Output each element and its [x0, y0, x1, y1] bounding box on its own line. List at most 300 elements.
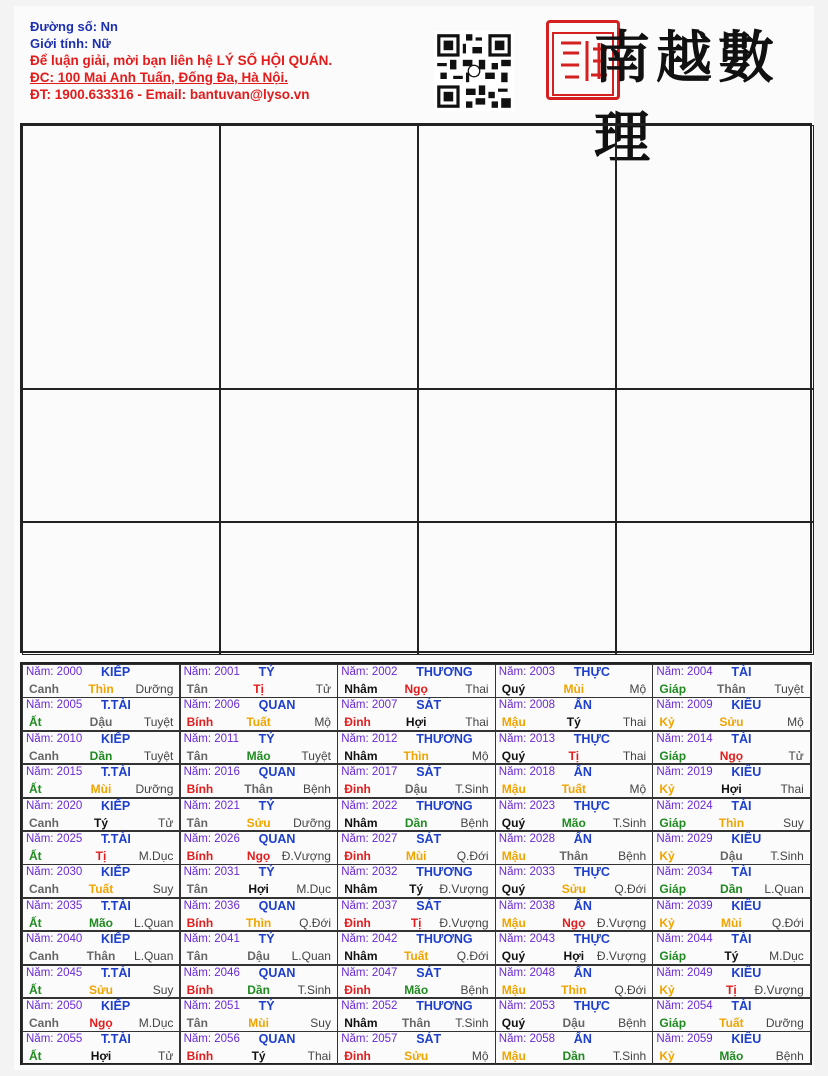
year-label: Năm: 2024 [656, 799, 713, 812]
year-label: Năm: 2017 [341, 766, 398, 779]
year-phase: Đ.Vượng [596, 949, 647, 964]
year-label: Năm: 2014 [656, 732, 713, 745]
year-ten-god: KIẾP [101, 665, 131, 679]
year-branch: Hợi [248, 882, 269, 897]
year-stem: Canh [29, 1016, 59, 1030]
year-cell-2049 [652, 965, 810, 999]
year-branch: Hợi [721, 782, 742, 797]
year-ten-god: SÁT [416, 765, 442, 780]
year-stem: Mậu [501, 915, 526, 930]
year-ten-god: THỰC [573, 865, 610, 880]
year-phase: Tuyệt [143, 748, 174, 763]
year-ten-god: KIẾP [101, 731, 131, 746]
year-cell-2015 [22, 764, 180, 798]
year-stem: Giáp [659, 882, 687, 897]
year-ten-god: THƯƠNG [416, 665, 473, 679]
year-stem: Bính [186, 782, 214, 797]
year-stem: Kỷ [659, 782, 675, 797]
year-label: Năm: 2037 [341, 899, 398, 912]
year-branch: Mão [89, 915, 113, 930]
contact-line: Để luận giải, mời bạn liên hệ LÝ SỐ HỘI QUÁN. [30, 53, 333, 68]
year-ten-god: ẤN [573, 832, 592, 846]
year-cell-2031 [180, 864, 338, 898]
year-branch: Sửu [404, 1049, 429, 1064]
year-cell-2022 [337, 798, 495, 832]
year-ten-god: QUAN [258, 1032, 296, 1047]
year-ten-god: SÁT [416, 698, 442, 713]
year-label: Năm: 2025 [26, 833, 83, 845]
pillar-cell-4 [616, 125, 814, 389]
year-label: Năm: 2015 [26, 766, 83, 779]
year-phase: Đ.Vượng [281, 849, 331, 863]
year-stem: Canh [29, 815, 59, 830]
year-phase: Q.Đới [614, 982, 647, 997]
year-cell-2019 [652, 764, 810, 798]
year-cell-2058 [495, 1031, 653, 1065]
year-phase: Q.Đới [456, 849, 489, 863]
year-phase: Bệnh [460, 815, 489, 830]
year-branch: Hợi [563, 949, 585, 964]
year-label: Năm: 2034 [656, 866, 713, 879]
year-phase: Suy [310, 1016, 331, 1030]
year-phase: Tuyệt [143, 715, 174, 730]
dai-van-cell-1 [22, 389, 220, 522]
dai-van-cell-3 [418, 389, 616, 522]
year-ten-god: KIÊU [731, 832, 762, 846]
year-label: Năm: 2019 [656, 766, 713, 779]
year-phase: Q.Đới [456, 949, 489, 964]
header-info [30, 18, 332, 103]
year-stem: Quý [501, 682, 526, 696]
year-ten-god: THỰC [573, 932, 610, 947]
year-branch: Dần [720, 882, 743, 897]
year-cell-2052 [337, 998, 495, 1032]
year-branch: Mùi [563, 682, 585, 696]
year-phase: M.Dục [138, 849, 174, 863]
year-ten-god: THỰC [573, 731, 610, 746]
year-ten-god: TỶ [258, 932, 275, 947]
year-cell-2011 [180, 731, 338, 765]
year-cell-2021 [180, 798, 338, 832]
year-stem: Quý [501, 949, 526, 964]
year-stem: Bính [186, 982, 214, 997]
year-cell-2020 [22, 798, 180, 832]
year-stem: Kỷ [659, 982, 675, 997]
year-label: Năm: 2005 [26, 699, 83, 712]
year-branch: Tý [251, 1049, 266, 1064]
year-branch: Thân [244, 782, 273, 797]
year-branch: Mão [561, 815, 586, 830]
year-stem: Canh [29, 882, 59, 897]
year-branch: Dậu [89, 715, 113, 730]
year-ten-god: KIÊU [731, 898, 762, 913]
year-phase: Q.Đới [614, 882, 647, 897]
year-stem: Tân [186, 1016, 208, 1030]
year-label: Năm: 2035 [26, 899, 83, 912]
year-branch: Sửu [719, 715, 744, 730]
year-cell-2012 [337, 731, 495, 765]
year-phase: Thai [465, 682, 489, 696]
year-label: Năm: 2042 [341, 933, 398, 946]
year-phase: Dưỡng [765, 1016, 804, 1030]
year-branch: Tý [93, 815, 108, 830]
year-branch: Thân [559, 849, 589, 863]
year-ten-god: TỶ [258, 731, 275, 746]
year-cell-2040 [22, 931, 180, 965]
year-stem: Ất [29, 1049, 42, 1064]
year-stem: Quý [501, 882, 526, 897]
year-cell-2000 [22, 664, 180, 698]
year-cell-2039 [652, 898, 810, 932]
year-cell-2037 [337, 898, 495, 932]
year-stem: Nhâm [344, 815, 378, 830]
year-phase: T.Sinh [297, 982, 331, 997]
year-cell-2010 [22, 731, 180, 765]
year-cell-2029 [652, 831, 810, 865]
year-cell-2016 [180, 764, 338, 798]
year-phase: Q.Đới [299, 915, 331, 930]
name-line: Đường số: Nn [30, 19, 118, 34]
year-stem: Ất [29, 782, 42, 797]
year-branch: Ngọ [719, 748, 744, 763]
year-label: Năm: 2059 [656, 1033, 713, 1046]
year-cell-2017 [337, 764, 495, 798]
year-cell-2023 [495, 798, 653, 832]
year-ten-god: QUAN [258, 832, 296, 846]
year-ten-god: TỶ [258, 999, 275, 1013]
dai-van-cell-6 [220, 522, 418, 655]
year-phase: Mộ [629, 782, 647, 797]
year-ten-god: KIẾP [101, 932, 131, 947]
year-label: Năm: 2002 [341, 666, 398, 678]
year-label: Năm: 2053 [498, 1000, 556, 1012]
year-branch: Mùi [721, 915, 742, 930]
year-phase: Thai [307, 1049, 331, 1064]
pillar-cell-3 [418, 125, 616, 389]
year-branch: Sửu [246, 815, 271, 830]
year-stem: Kỷ [659, 915, 675, 930]
year-phase: L.Quan [764, 882, 804, 897]
year-cell-2013 [495, 731, 653, 765]
year-phase: Mộ [471, 748, 489, 763]
year-phase: Suy [783, 815, 804, 830]
year-cell-2002 [337, 664, 495, 698]
year-stem: Ất [29, 849, 42, 863]
year-ten-god: KIÊU [731, 1032, 762, 1047]
gender-line: Giới tính: Nữ [30, 36, 111, 51]
year-stem: Tân [186, 748, 208, 763]
year-ten-god: KIẾP [101, 999, 131, 1013]
year-label: Năm: 2023 [498, 799, 556, 812]
year-branch: Sửu [88, 982, 114, 997]
year-label: Năm: 2038 [498, 899, 556, 912]
dai-van-cell-7 [418, 522, 616, 655]
dai-van-cell-4 [616, 389, 814, 522]
year-phase: L.Quan [134, 915, 174, 930]
year-label: Năm: 2039 [656, 899, 713, 912]
year-cell-2008 [495, 697, 653, 731]
year-stem: Tân [186, 682, 208, 696]
year-ten-god: SÁT [416, 1032, 442, 1047]
year-ten-god: T.TÀI [101, 832, 131, 846]
year-label: Năm: 2048 [498, 966, 556, 979]
year-cell-2009 [652, 697, 810, 731]
year-ten-god: T.TÀI [101, 765, 131, 780]
year-ten-god: ẤN [573, 1032, 592, 1047]
year-phase: Dưỡng [293, 815, 331, 830]
yearly-luck-table [20, 662, 812, 1065]
year-cell-2003 [495, 664, 653, 698]
year-branch: Ngọ [562, 915, 586, 930]
year-label: Năm: 2044 [656, 933, 713, 946]
year-phase: Đ.Vượng [596, 915, 647, 930]
year-phase: Đ.Vượng [439, 882, 489, 897]
year-stem: Giáp [659, 815, 687, 830]
year-phase: Bệnh [302, 782, 331, 797]
year-ten-god: KIẾP [101, 798, 131, 813]
year-label: Năm: 2007 [341, 699, 398, 712]
year-cell-2046 [180, 965, 338, 999]
brand-logo: 南越數理 [594, 25, 780, 171]
year-cell-2035 [22, 898, 180, 932]
year-ten-god: THƯƠNG [416, 932, 473, 947]
year-phase: Bệnh [460, 982, 489, 997]
year-phase: Đ.Vượng [439, 915, 489, 930]
year-cell-2028 [495, 831, 653, 865]
year-cell-2051 [180, 998, 338, 1032]
year-cell-2014 [652, 731, 810, 765]
year-branch: Sửu [561, 882, 586, 897]
year-label: Năm: 2020 [26, 799, 83, 812]
year-stem: Ất [29, 982, 42, 997]
year-branch: Dần [89, 748, 113, 763]
year-ten-god: QUAN [258, 965, 296, 980]
year-ten-god: TÀI [731, 665, 752, 679]
address-line: ĐC: 100 Mai Anh Tuấn, Đống Đa, Hà Nội. [30, 70, 289, 85]
year-cell-2025 [22, 831, 180, 865]
dai-van-cell-5 [22, 522, 220, 655]
year-label: Năm: 2033 [498, 866, 556, 879]
year-branch: Thìn [561, 982, 587, 997]
year-stem: Giáp [659, 748, 687, 763]
year-phase: Đ.Vượng [754, 982, 804, 997]
year-branch: Dần [404, 815, 428, 830]
year-phase: Dưỡng [135, 682, 174, 696]
year-ten-god: TỶ [258, 665, 275, 679]
year-phase: Suy [152, 882, 174, 897]
year-stem: Mậu [501, 982, 526, 997]
year-cell-2054 [652, 998, 810, 1032]
year-label: Năm: 2012 [341, 732, 398, 745]
year-branch: Tị [568, 748, 580, 763]
year-ten-god: ẤN [573, 765, 592, 780]
year-branch: Tị [253, 682, 264, 696]
year-stem: Đinh [344, 715, 371, 730]
year-ten-god: THƯƠNG [416, 999, 473, 1013]
year-label: Năm: 2052 [341, 1000, 398, 1012]
year-label: Năm: 2054 [656, 1000, 713, 1012]
year-ten-god: ẤN [573, 965, 592, 980]
year-phase: Thai [465, 715, 489, 730]
year-branch: Thìn [88, 682, 114, 696]
four-pillars-grid [20, 123, 812, 653]
year-cell-2055 [22, 1031, 180, 1065]
year-ten-god: QUAN [258, 765, 296, 780]
year-ten-god: QUAN [258, 698, 296, 713]
year-branch: Thìn [403, 748, 429, 763]
year-branch: Ngọ [404, 682, 428, 696]
year-cell-2047 [337, 965, 495, 999]
year-phase: Thai [780, 782, 804, 797]
year-branch: Mão [719, 1049, 744, 1064]
year-label: Năm: 2016 [183, 766, 240, 779]
year-cell-2018 [495, 764, 653, 798]
year-branch: Tuất [719, 1016, 744, 1030]
year-label: Năm: 2055 [26, 1033, 83, 1046]
year-label: Năm: 2009 [656, 699, 713, 712]
year-stem: Đinh [344, 982, 371, 997]
year-branch: Mão [404, 982, 429, 997]
year-cell-2044 [652, 931, 810, 965]
year-ten-god: SÁT [416, 832, 442, 846]
year-stem: Kỷ [659, 715, 675, 730]
year-phase: Mộ [629, 682, 647, 696]
year-ten-god: TÀI [731, 865, 752, 880]
year-label: Năm: 2050 [26, 1000, 83, 1012]
year-branch: Tuất [88, 882, 114, 897]
year-stem: Quý [501, 815, 526, 830]
year-stem: Nhâm [344, 949, 378, 964]
year-stem: Giáp [659, 1016, 687, 1030]
year-cell-2036 [180, 898, 338, 932]
year-ten-god: THƯƠNG [416, 731, 473, 746]
year-cell-2033 [495, 864, 653, 898]
year-cell-2059 [652, 1031, 810, 1065]
year-ten-god: TÀI [731, 731, 752, 746]
year-ten-god: T.TÀI [101, 898, 131, 913]
year-phase: Mộ [471, 1049, 489, 1064]
year-stem: Bính [186, 915, 214, 930]
year-label: Năm: 2031 [183, 866, 240, 879]
year-phase: M.Dục [296, 882, 331, 897]
year-cell-2038 [495, 898, 653, 932]
year-stem: Đinh [344, 1049, 371, 1064]
year-phase: Mộ [787, 715, 804, 730]
year-label: Năm: 2036 [183, 899, 240, 912]
year-stem: Mậu [501, 715, 526, 730]
year-stem: Ất [29, 715, 42, 730]
year-ten-god: KIẾP [101, 865, 131, 880]
dai-van-cell-8 [616, 522, 814, 655]
year-phase: Tử [788, 748, 804, 763]
year-phase: L.Quan [291, 949, 331, 964]
year-ten-god: THƯƠNG [416, 865, 473, 880]
year-stem: Đinh [344, 782, 371, 797]
year-label: Năm: 2041 [183, 933, 240, 946]
qr-code[interactable] [434, 31, 514, 111]
year-branch: Tý [724, 949, 739, 964]
year-stem: Giáp [659, 682, 687, 696]
year-phase: Tử [158, 815, 174, 830]
year-cell-2050 [22, 998, 180, 1032]
year-ten-god: SÁT [416, 965, 442, 980]
year-ten-god: KIÊU [731, 698, 762, 713]
year-phase: Tử [158, 1049, 174, 1064]
year-stem: Kỷ [659, 1049, 675, 1064]
year-branch: Tị [726, 982, 737, 997]
year-stem: Tân [186, 949, 208, 964]
year-cell-2045 [22, 965, 180, 999]
year-label: Năm: 2046 [183, 966, 240, 979]
year-cell-2056 [180, 1031, 338, 1065]
year-branch: Dậu [404, 782, 428, 797]
pillar-cell-1 [22, 125, 220, 389]
year-cell-2057 [337, 1031, 495, 1065]
year-ten-god: KIÊU [731, 965, 762, 980]
year-label: Năm: 2051 [183, 1000, 240, 1012]
year-label: Năm: 2029 [656, 833, 713, 845]
year-stem: Đinh [344, 849, 371, 863]
year-phase: Mộ [314, 715, 331, 730]
year-phase: T.Sinh [612, 815, 647, 830]
year-label: Năm: 2013 [498, 732, 556, 745]
year-stem: Nhâm [344, 1016, 378, 1030]
year-cell-2048 [495, 965, 653, 999]
year-label: Năm: 2056 [183, 1033, 240, 1046]
year-label: Năm: 2032 [341, 866, 398, 879]
year-ten-god: T.TÀI [101, 698, 131, 713]
year-ten-god: T.TÀI [101, 1032, 131, 1047]
year-cell-2043 [495, 931, 653, 965]
year-branch: Ngọ [246, 849, 271, 863]
year-phase: Bệnh [618, 1016, 647, 1030]
year-phase: Bệnh [775, 1049, 804, 1064]
year-label: Năm: 2001 [183, 666, 240, 678]
year-label: Năm: 2049 [656, 966, 713, 979]
year-cell-2032 [337, 864, 495, 898]
year-cell-2053 [495, 998, 653, 1032]
year-cell-2041 [180, 931, 338, 965]
year-ten-god: THỰC [573, 999, 610, 1013]
year-phase: T.Sinh [455, 1016, 489, 1030]
year-label: Năm: 2010 [26, 732, 83, 745]
year-label: Năm: 2045 [26, 966, 83, 979]
year-stem: Quý [501, 748, 526, 763]
year-label: Năm: 2022 [341, 799, 398, 812]
year-label: Năm: 2027 [341, 833, 398, 845]
year-branch: Dậu [247, 949, 270, 964]
year-branch: Tị [410, 915, 422, 930]
year-ten-god: QUAN [258, 898, 296, 913]
year-phase: Tử [315, 682, 331, 696]
year-label: Năm: 2030 [26, 866, 83, 879]
year-branch: Thân [401, 1016, 431, 1030]
year-label: Năm: 2003 [498, 666, 556, 678]
year-label: Năm: 2000 [26, 666, 83, 678]
year-label: Năm: 2040 [26, 933, 83, 946]
year-ten-god: TÀI [731, 999, 752, 1013]
year-stem: Bính [186, 715, 214, 730]
year-stem: Canh [29, 748, 59, 763]
year-ten-god: SÁT [416, 898, 442, 913]
pillar-cell-2 [220, 125, 418, 389]
year-stem: Ất [29, 915, 42, 930]
year-ten-god: KIÊU [731, 765, 762, 780]
year-label: Năm: 2004 [656, 666, 713, 678]
year-branch: Mùi [248, 1016, 269, 1030]
year-stem: Mậu [501, 849, 526, 863]
year-stem: Giáp [659, 949, 687, 964]
